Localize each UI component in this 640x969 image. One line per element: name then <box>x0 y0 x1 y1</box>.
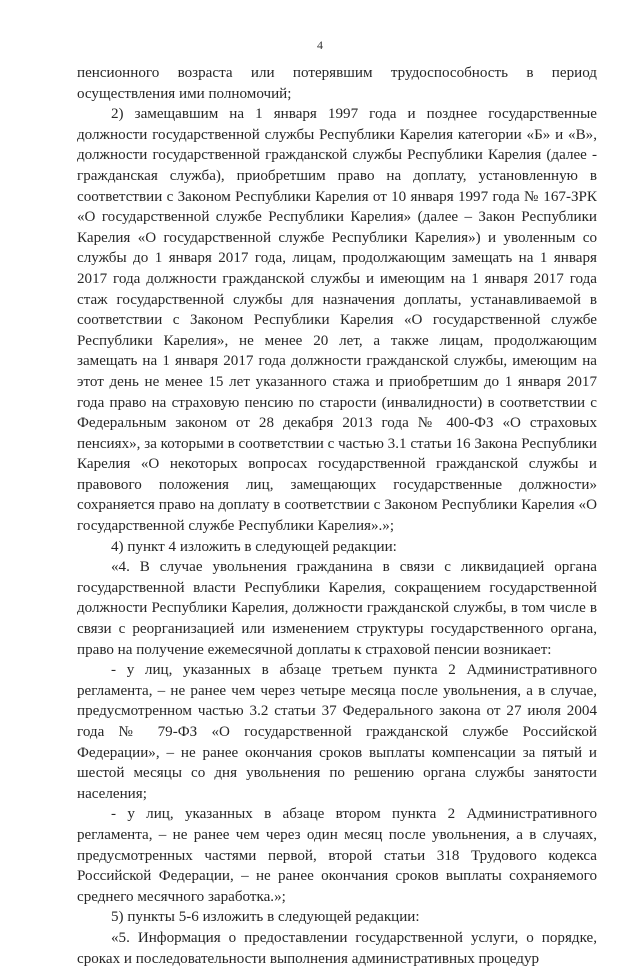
document-body <box>77 63 597 969</box>
paragraph-bullet-third: - у лиц, указанных в абзаце третьем пункта 2 Административного регламента, – не ранее чем через четыре месяца после увольнения, а в случае, предусмотренном частью 3.2 статьи 37 Федерального закона от 27 июля 2004 года № 79-ФЗ «О государственной гражданской службе Российской Федерации», – не ранее окончания сроков выплаты компенсации за пятый и шестой месяцы со дня увольнения по решению органа службы занятости населения; <box>77 662 597 802</box>
paragraph-point-4-text: «4. В случае увольнения гражданина в связи с ликвидацией органа государственной власти Республики Карелия, сокращением государственной должности Республики Карелия, должности гражданской службы, в том числе в связи с реорганизацией или изменением структуры государственного органа, право на получение ежемесячной доплаты к страховой пенсии возникает: <box>77 559 597 658</box>
paragraph-point-5-text: «5. Информация о предоставлении государственной услуги, о порядке, сроках и последовательности выполнения административных процедур <box>77 929 597 967</box>
paragraph-bullet-second: - у лиц, указанных в абзаце втором пункта 2 Административного регламента, – не ранее чем через один месяц после увольнения, а в случаях, предусмотренных частями первой, второй статьи 318 Трудового кодекса Российской Федерации, – не ранее окончания сроков выплаты сохраняемого среднего месячного заработка.»; <box>77 806 597 905</box>
paragraph-continuation: пенсионного возраста или потерявшим трудоспособность в период осуществления ими полномочий; <box>77 65 597 102</box>
paragraph-item-2: 2) замещавшим на 1 января 1997 года и позднее государственные должности государственной службы Республики Карелия категории «Б» и «В», должности государственной гражданской службы Республики Карелия (далее - гражданская служба), приобретшим право на доплату, установленную в соответствии с Законом Республики Карелия от 10 января 1997 года № 167-ЗРК «О государственной службе Республики Карелия» (далее – Закон Республики Карелия «О государственной службе Республики Карелия») и уволенным со службы до 1 января 2017 года, лицам, продолжающим замещать на 1 января 2017 года должности гражданской службы и имеющим на 1 января 2017 года стаж государственной службы для назначения доплаты, устанавливаемой в соответствии с Законом Республики Карелия «О государственной службе Республики Карелия», не менее 20 лет, а также лицам, продолжающим замещать на 1 января 2017 года должности гражданской службы, имеющим на этот день не менее 15 лет указанного стажа и приобретшим до 1 января 2017 года право на страховую пенсию по старости (инвалидности) в соответствии с Федеральным законом от 28 декабря 2013 года № 400-ФЗ «О страховых пенсиях», за которыми в соответствии с частью 3.1 статьи 16 Закона Республики Карелия «О некоторых вопросах государственной гражданской службы и правового положения лиц, замещающих государственные должности» сохраняется право на доплату в соответствии с Законом Республики Карелия «О государственной службе Республики Карелия».»; <box>77 106 597 535</box>
paragraph-item-4: 4) пункт 4 изложить в следующей редакции: <box>111 538 397 555</box>
page-number: 4 <box>317 38 323 52</box>
paragraph-item-5: 5) пункты 5-6 изложить в следующей редакции: <box>111 909 420 926</box>
